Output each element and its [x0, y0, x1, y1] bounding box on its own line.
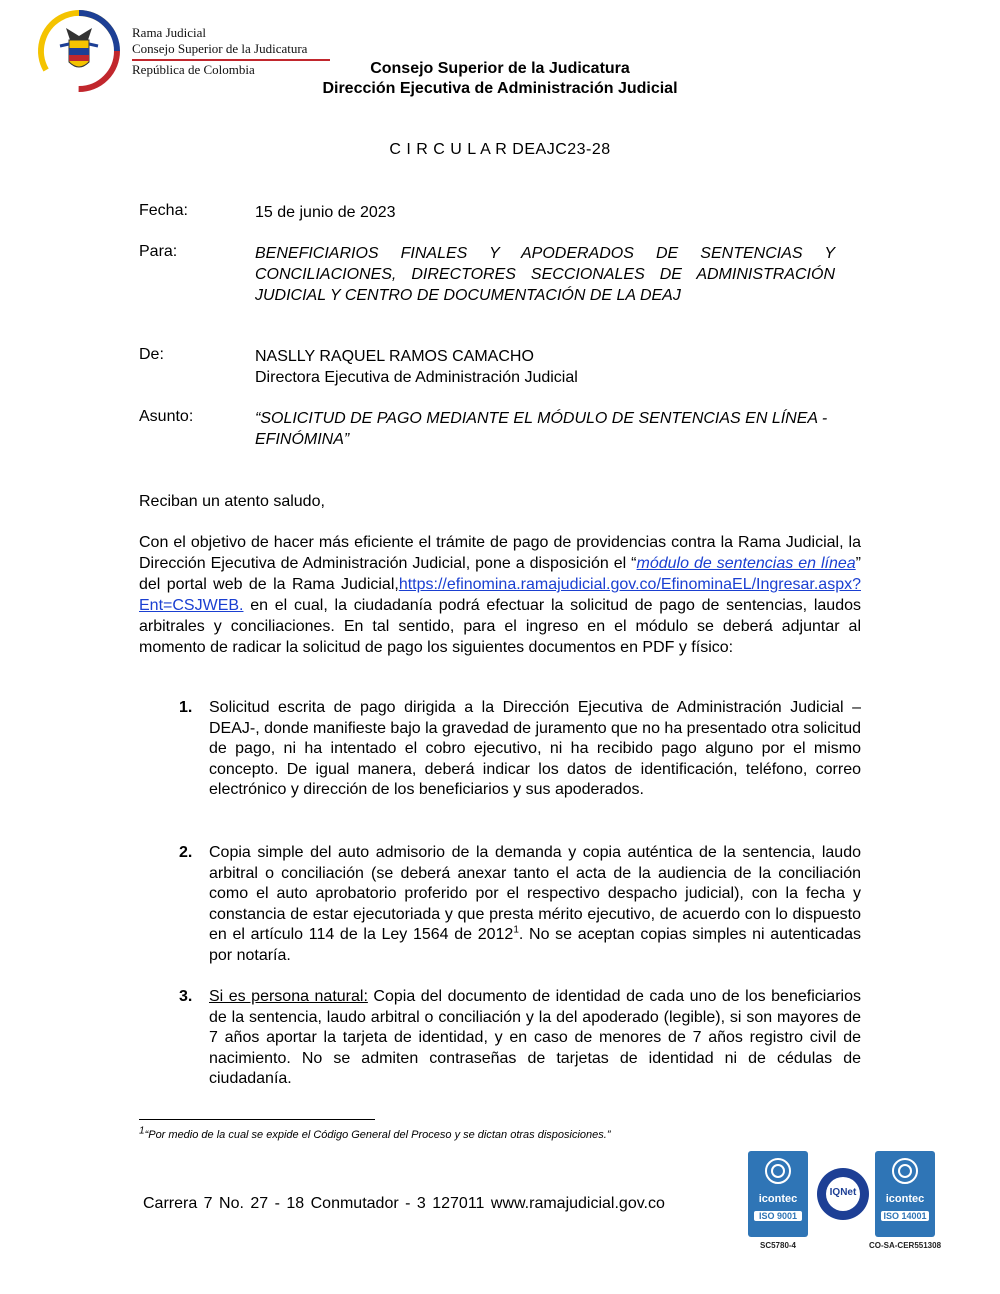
icontec-logo [748, 1151, 808, 1237]
list-number: 3. [179, 988, 193, 1005]
sender-title: Directora Ejecutiva de Administración Judicial [255, 369, 578, 386]
greeting: Reciban un atento saludo, [139, 493, 325, 510]
cert-code: CO-SA-CER551308 [868, 1241, 942, 1250]
fecha-label: Fecha: [139, 202, 188, 219]
footnote-text: “Por medio de la cual se expide el Código General del Proceso y se dictan otras disposiciones.” [144, 1129, 611, 1141]
asunto-label: Asunto: [139, 408, 194, 425]
icontec-brand: icontec [885, 1193, 925, 1205]
logo-line-consejo: Consejo Superior de la Judicatura [132, 41, 308, 56]
asunto-value: “SOLICITUD DE PAGO MEDIANTE EL MÓDULO DE SENTENCIAS EN LÍNEA - EFINÓMINA” [255, 410, 828, 448]
fecha-value: 15 de junio de 2023 [255, 204, 396, 221]
para-label: Para: [139, 243, 178, 260]
intro-part2: ” del portal web de la Rama Judicial, [139, 555, 861, 593]
para-value: BENEFICIARIOS FINALES Y APODERADOS DE SENTENCIAS Y CONCILIACIONES, DIRECTORES SECCIONALES DE ADMINISTRACIÓN JUDICIAL Y CENTRO DE DOCUMENTACIÓN DE LA DEAJ [255, 245, 835, 304]
iso-label: ISO 14001 [881, 1211, 929, 1221]
iqnet-badge [815, 1166, 871, 1227]
footnote-ref: 1 [513, 924, 519, 936]
footnote-mark: 1 [139, 1125, 145, 1137]
logo-line-republica: República de Colombia [132, 62, 255, 77]
list-text: Solicitud escrita de pago dirigida a la Dirección Ejecutiva de Administración Judicial –DEAJ-, donde manifieste bajo la gravedad de juramento que no ha presentado otra solicitud de pago, ni ha intentado el cobro ejecutivo, ni ha recibido pago alguno por el mismo concepto. De igual manera, deberá indicar los datos de identificación, teléfono, correo electrónico y dirección de los beneficiarios y sus apoderados. [209, 699, 861, 798]
item2-text: Copia simple del auto admisorio de la demanda y copia auténtica de la sentencia, laudo arbitral o conciliación (se deberá anexar tanto el acta de la audiencia de la conciliación como el auto aprobatorio proferido por el respectivo despacho judicial), con la fecha y constancia de estar ejecutoriada y que presta mérito ejecutivo, de acuerdo con lo dispuesto en el artículo 114 de la Ley 1564 de 2012 [209, 844, 861, 943]
iqnet-label: IQNet [829, 1187, 857, 1198]
circular-number: C I R C U L A R DEAJC23-28 [389, 141, 611, 158]
list-item [179, 843, 861, 966]
list-item [179, 698, 861, 801]
header-line-direccion: Dirección Ejecutiva de Administración Judicial [322, 80, 678, 97]
footnote-divider [139, 1119, 375, 1120]
item3-underlined: Si es persona natural: [209, 988, 368, 1005]
module-link[interactable]: módulo de sentencias en línea [636, 555, 856, 572]
icontec-brand: icontec [758, 1193, 798, 1205]
intro-part3: en el cual, la ciudadanía podrá efectuar la solicitud de pago de sentencias, laudos arbitrales y conciliaciones. En tal sentido, para el ingreso en el módulo se deberá adjuntar al momento de radicar la solicitud de pago los siguientes documentos en PDF y físico: [139, 597, 861, 656]
item2-text-after: . No se aceptan copias simples ni autenticadas por notaría. [209, 926, 862, 964]
letterhead-title [0, 59, 1000, 99]
footnote [139, 1125, 611, 1141]
de-label: De: [139, 346, 164, 363]
logo-line-rama: Rama Judicial [132, 25, 207, 40]
icontec-iso9001-badge [748, 1151, 808, 1250]
list-text [209, 987, 861, 1090]
sender-name: NASLLY RAQUEL RAMOS CAMACHO [255, 348, 534, 365]
iso-label: ISO 9001 [754, 1211, 802, 1221]
intro-paragraph [139, 532, 861, 658]
cert-code: SC5780-4 [759, 1241, 797, 1250]
header-line-consejo: Consejo Superior de la Judicatura [370, 60, 630, 77]
list-number: 1. [179, 699, 193, 716]
footer-address: Carrera 7 No. 27 - 18 Conmutador - 3 127011 www.ramajudicial.gov.co [143, 1195, 665, 1212]
efinomina-url-link[interactable]: https://efinomina.ramajudicial.gov.co/EfinominaEL/Ingresar.aspx?Ent=CSJWEB. [139, 576, 861, 614]
de-value [255, 346, 835, 388]
list-text [209, 843, 861, 966]
icontec-iso14001-badge [875, 1151, 935, 1237]
intro-part1: Con el objetivo de hacer más eficiente el trámite de pago de providencias contra la Rama Judicial, la Dirección Ejecutiva de Administración Judicial, pone a disposición el “ [139, 534, 861, 572]
list-number: 2. [179, 844, 193, 861]
item3-text: Copia del documento de identidad de cada uno de los beneficiarios de la sentencia, laudo arbitral o conciliación y la del apoderado (legible), si son mayores de 7 años aportar la tarjeta de identidad, y en caso de menores de 7 años registro civil de nacimiento. No se admiten contraseñas de tarjetas de identidad ni de cédulas de ciudadanía. [209, 988, 861, 1087]
icontec-logo [875, 1151, 935, 1237]
list-item [179, 987, 861, 1090]
